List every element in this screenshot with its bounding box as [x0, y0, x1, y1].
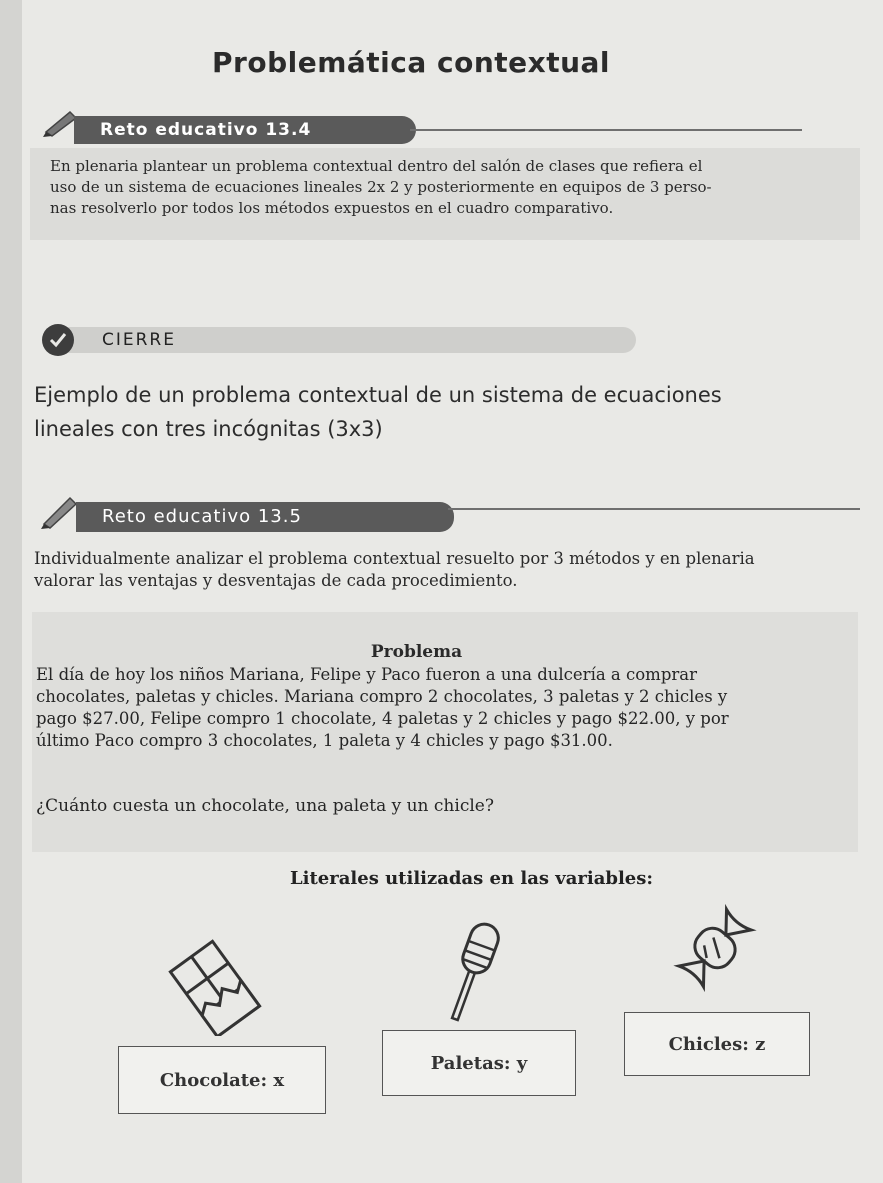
page-title: Problemática contextual [212, 46, 611, 79]
problem-text: El día de hoy los niños Mariana, Felipe y Paco fueron a una dulcería a comprar chocolates, paletas y chicles. Mariana compro 2 chocolates, 3 paletas y 2 chicles y pago $27.00, Felipe compro 1 chocolate, 4 paletas y 2 chicles y pago $22.00, y por último Paco compro 3 chocolates, 1 paleta y 4 chicles y pago $31.00. [36, 665, 729, 750]
chocolate-bar-icon [164, 936, 274, 1036]
candy-icon [672, 892, 758, 1004]
reto-134-bar: Reto educativo 13.4 [74, 116, 416, 144]
cierre-bar: CIERRE [62, 327, 636, 353]
lollipop-icon [432, 916, 512, 1028]
chocolate-variable-box: Chocolate: x [118, 1046, 326, 1114]
example-heading: Ejemplo de un problema contextual de un sistema de ecuaciones lineales con tres incógnitas (3x3) [34, 383, 722, 441]
reto-135-text: Individualmente analizar el problema contextual resuelto por 3 métodos y en plenaria valorar las ventajas y desventajas de cada procedimiento. [34, 549, 755, 590]
cierre-icon [40, 322, 76, 358]
problem-question: ¿Cuánto cuesta un chocolate, una paleta y un chicle? [36, 796, 494, 816]
chicles-variable-box: Chicles: z [624, 1012, 810, 1076]
reto-135-bar: Reto educativo 13.5 [76, 502, 454, 532]
literals-title: Literales utilizadas en las variables: [290, 868, 654, 889]
reto-134-rule [410, 129, 802, 131]
reto-135-rule [448, 508, 860, 510]
problem-label: Problema [370, 642, 463, 662]
paletas-variable-box: Paletas: y [382, 1030, 576, 1096]
reto-134-text: En plenaria plantear un problema contextual dentro del salón de clases que refiera el uso de un sistema de ecuaciones lineales 2x 2 y posteriormente en equipos de 3 perso- nas resolverlo por todos los métodos expuestos en el cuadro comparativo. [50, 157, 712, 217]
pencil-icon [38, 494, 80, 530]
